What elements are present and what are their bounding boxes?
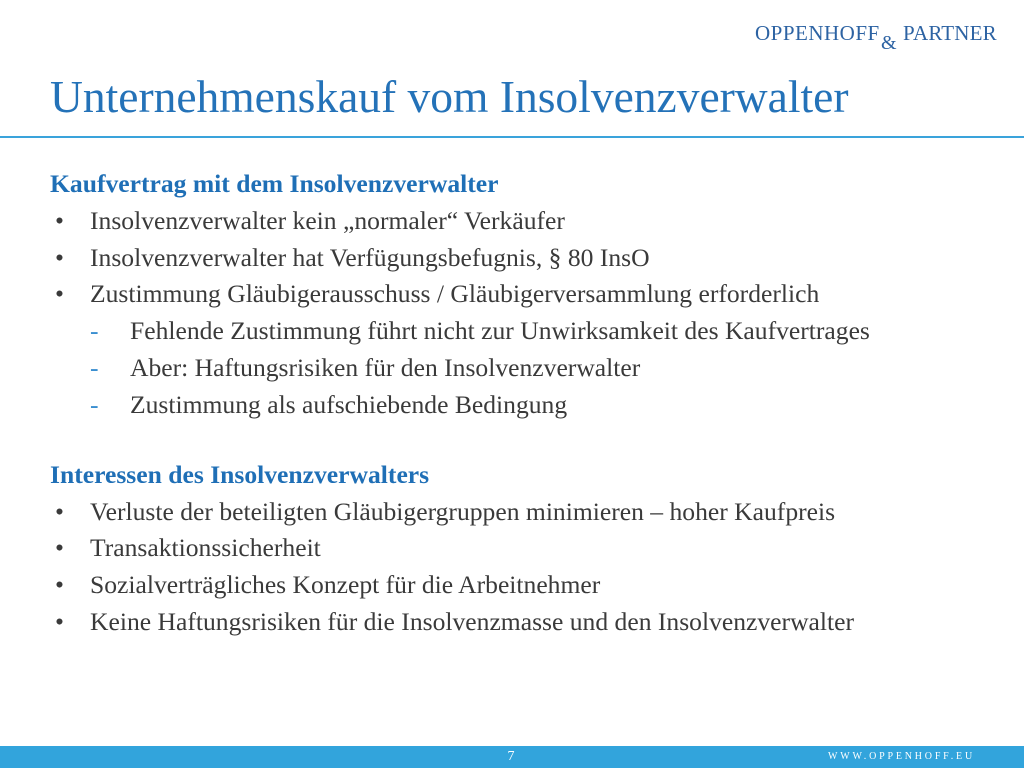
bullet-item <box>50 604 1010 641</box>
slide-title: Unternehmenskauf vom Insolvenzverwalter <box>50 71 849 122</box>
dash-marker: - <box>90 316 99 346</box>
logo-text-oppenhoff: OPPENHOFF <box>755 21 880 45</box>
bullet-item <box>50 567 1010 604</box>
bullet-marker: • <box>55 205 64 235</box>
sub-bullet-text: Fehlende Zustimmung führt nicht zur Unwirksamkeit des Kaufvertrages <box>130 316 870 346</box>
bullet-marker: • <box>55 533 64 563</box>
bullet-text: Verluste der beteiligten Gläubigergruppen minimieren – hoher Kaufpreis <box>90 496 836 526</box>
section-interessen <box>50 457 1010 641</box>
bullet-text: Transaktionssicherheit <box>90 533 321 563</box>
bullet-text: Keine Haftungsrisiken für die Insolvenzmasse und den Insolvenzverwalter <box>90 606 855 636</box>
website-url: WWW.OPPENHOFF.EU <box>828 751 975 762</box>
footer-bar <box>0 746 1024 768</box>
section-heading: Interessen des Insolvenzverwalters <box>50 459 430 489</box>
bullet-item <box>50 240 1010 277</box>
bullet-text: Sozialverträgliches Konzept für die Arbeitnehmer <box>90 570 601 600</box>
bullet-marker: • <box>55 570 64 600</box>
bullet-marker: • <box>55 496 64 526</box>
sub-bullet-text: Aber: Haftungsrisiken für den Insolvenzverwalter <box>130 352 641 382</box>
sub-bullet-item <box>50 387 1010 424</box>
dash-marker: - <box>90 352 99 382</box>
sub-bullet-item <box>50 350 1010 387</box>
bullet-item <box>50 494 1010 531</box>
title-divider <box>0 136 1024 138</box>
section-heading: Kaufvertrag mit dem Insolvenzverwalter <box>50 169 499 198</box>
section-kaufvertrag <box>50 166 1010 424</box>
sub-bullet-text: Zustimmung als aufschiebende Bedingung <box>130 389 568 419</box>
bullet-item <box>50 530 1010 567</box>
bullet-marker: • <box>55 242 64 272</box>
slide-content <box>50 166 1010 641</box>
bullet-marker: • <box>55 279 64 309</box>
logo-ampersand: & <box>881 32 897 54</box>
bullet-item <box>50 203 1010 240</box>
dash-marker: - <box>90 389 99 419</box>
page-number: 7 <box>507 749 515 764</box>
bullet-text: Zustimmung Gläubigerausschuss / Gläubigerversammlung erforderlich <box>90 279 820 309</box>
sub-bullet-item <box>50 313 1010 350</box>
bullet-item <box>50 276 1010 313</box>
bullet-marker: • <box>55 606 64 636</box>
bullet-text: Insolvenzverwalter kein „normaler“ Verkäufer <box>90 205 565 235</box>
bullet-text: Insolvenzverwalter hat Verfügungsbefugnis, § 80 InsO <box>90 242 650 272</box>
logo-text-partner: PARTNER <box>903 21 997 45</box>
